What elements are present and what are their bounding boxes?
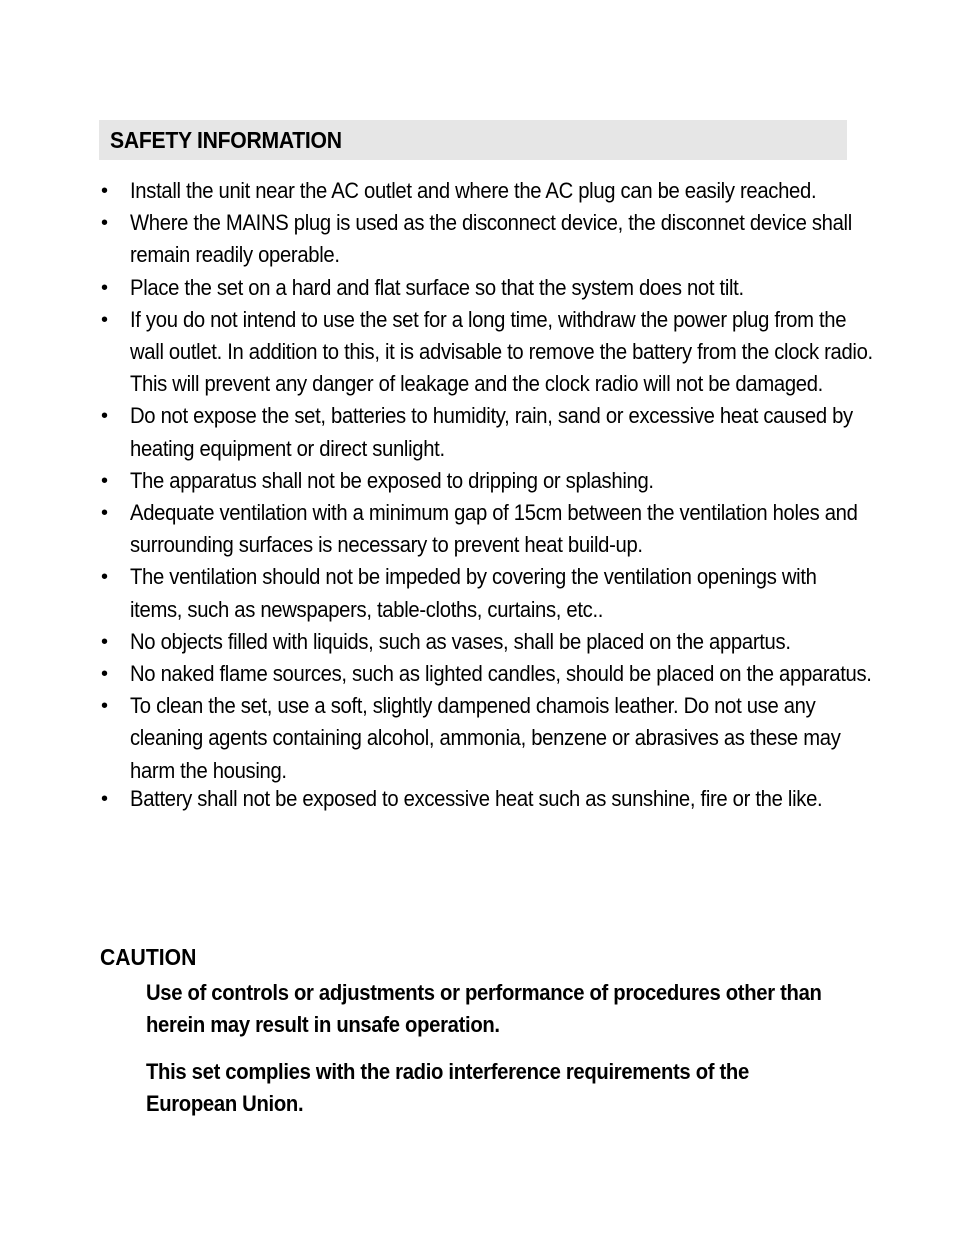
bullet-item (99, 561, 859, 625)
bullet-item (99, 272, 859, 304)
bullet-text: If you do not intend to use the set for a long time, withdraw the power plug from the wall outlet. In addition to this, it is advisable to remove the battery from the clock radio. This will prevent any danger of leakage and the clock radio will not be damaged. (130, 306, 873, 397)
bullet-item (99, 626, 859, 658)
section-header-bar (99, 120, 847, 160)
bullet-dot: • (101, 566, 108, 589)
bullet-text: Install the unit near the AC outlet and where the AC plug can be easily reached. (130, 178, 817, 203)
bullet-dot: • (101, 787, 108, 810)
bullet-text: No naked flame sources, such as lighted candles, should be placed on the apparatus. (130, 661, 872, 687)
bullet-item (99, 175, 859, 207)
bullet-dot: • (101, 469, 108, 492)
bullet-text: The apparatus shall not be exposed to dripping or splashing. (130, 467, 654, 493)
bullet-dot: • (101, 502, 108, 525)
caution-paragraph: Use of controls or adjustments or performance of procedures other than herein may result in unsafe operation. (146, 980, 822, 1037)
bullet-text: Adequate ventilation with a minimum gap of 15cm between the ventilation holes and surrounding surfaces is necessary to prevent heat build-up. (130, 500, 858, 558)
bullet-item (99, 497, 859, 561)
bullet-item (99, 207, 859, 271)
section-title: SAFETY INFORMATION (110, 126, 342, 153)
bullet-text: To clean the set, use a soft, slightly dampened chamois leather. Do not use any cleaning agents containing alcohol, ammonia, benzene or abrasives as these may harm the housing. (130, 693, 841, 783)
bullet-text: Place the set on a hard and flat surface so that the system does not tilt. (130, 274, 744, 300)
bullet-dot: • (101, 663, 108, 686)
bullet-item (99, 304, 873, 401)
bullet-dot: • (101, 630, 108, 653)
bullet-dot: • (101, 695, 108, 718)
bullet-text: Do not expose the set, batteries to humidity, rain, sand or excessive heat caused by heating equipment or direct sunlight. (130, 403, 853, 461)
bullet-item (99, 400, 859, 464)
bullet-text: The ventilation should not be impeded by covering the ventilation openings with items, such as newspapers, table-cloths, curtains, etc.. (130, 564, 817, 622)
bullet-item (99, 783, 859, 815)
bullet-text: Where the MAINS plug is used as the disconnect device, the disconnet device shall remain readily operable. (130, 210, 852, 268)
bullet-item (99, 690, 859, 787)
safety-bullet-list (99, 175, 873, 815)
caution-heading: CAUTION (100, 944, 197, 970)
compliance-paragraph: This set complies with the radio interference requirements of the European Union. (146, 1059, 749, 1116)
bullet-text: No objects filled with liquids, such as vases, shall be placed on the appartus. (130, 628, 791, 654)
bullet-dot: • (101, 180, 108, 202)
bullet-text: Battery shall not be exposed to excessive heat such as sunshine, fire or the like. (130, 785, 823, 811)
bullet-dot: • (101, 405, 108, 428)
bullet-item (99, 465, 859, 497)
bullet-dot: • (101, 212, 108, 235)
bullet-dot: • (101, 308, 108, 331)
bullet-item (99, 658, 872, 690)
bullet-dot: • (101, 276, 108, 299)
